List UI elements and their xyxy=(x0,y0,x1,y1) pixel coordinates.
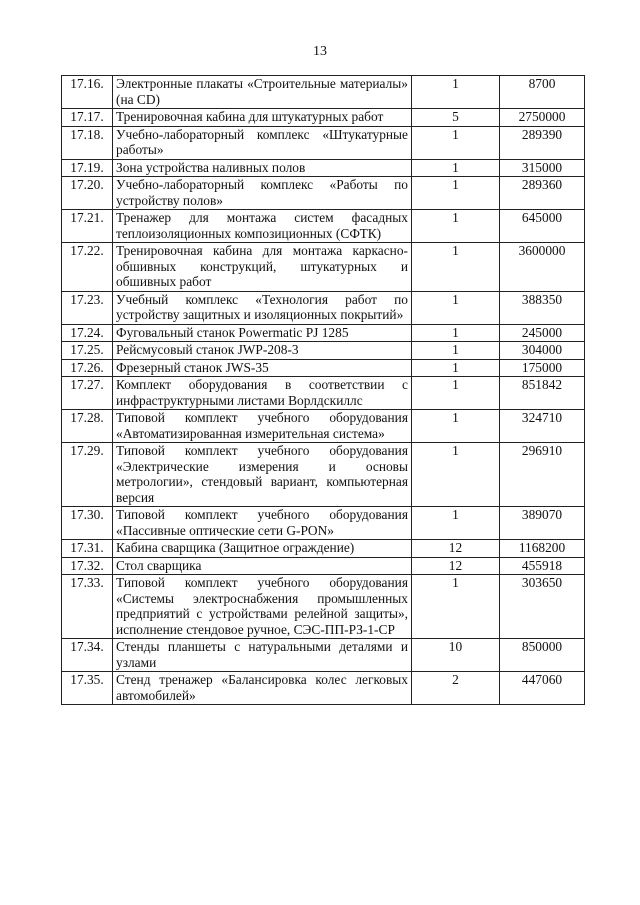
row-description-cell: Фуговальный станок Powermatic PJ 1285 xyxy=(113,324,412,342)
equipment-table xyxy=(61,75,585,705)
row-description-cell: Зона устройства наливных полов xyxy=(113,159,412,177)
row-quantity-cell: 1 xyxy=(412,291,500,324)
row-price-cell: 296910 xyxy=(500,443,585,507)
row-price-cell: 447060 xyxy=(500,672,585,705)
row-description-cell: Тренажер для монтажа систем фасадных теплоизоляционных композиционных (СФТК) xyxy=(113,210,412,243)
row-description-cell: Стенд тренажер «Балансировка колес легковых автомобилей» xyxy=(113,672,412,705)
table-row xyxy=(62,210,585,243)
table-row xyxy=(62,507,585,540)
row-quantity-cell: 12 xyxy=(412,557,500,575)
row-description-cell: Типовой комплект учебного оборудования «Электрические измерения и основы метрологии», стендовый вариант, компьютерная версия xyxy=(113,443,412,507)
row-quantity-cell: 1 xyxy=(412,342,500,360)
page-number: 13 xyxy=(313,44,327,59)
table-row xyxy=(62,672,585,705)
row-price-cell: 324710 xyxy=(500,410,585,443)
row-number-cell: 17.33. xyxy=(62,575,113,639)
row-price-cell: 315000 xyxy=(500,159,585,177)
table-row xyxy=(62,76,585,109)
row-number-cell: 17.31. xyxy=(62,540,113,558)
row-price-cell: 388350 xyxy=(500,291,585,324)
table-row xyxy=(62,126,585,159)
row-quantity-cell: 1 xyxy=(412,210,500,243)
table-row xyxy=(62,359,585,377)
table-row xyxy=(62,557,585,575)
row-number-cell: 17.18. xyxy=(62,126,113,159)
row-quantity-cell: 1 xyxy=(412,507,500,540)
row-description-cell: Фрезерный станок JWS-35 xyxy=(113,359,412,377)
table-body xyxy=(62,76,585,705)
row-price-cell: 389070 xyxy=(500,507,585,540)
row-number-cell: 17.22. xyxy=(62,243,113,292)
row-price-cell: 289360 xyxy=(500,177,585,210)
table-row xyxy=(62,177,585,210)
table-row xyxy=(62,443,585,507)
row-description-cell: Типовой комплект учебного оборудования «Системы электроснабжения промышленных предприятий с устройствами релейной защиты», исполнение стендовое ручное, СЭС-ПП-РЗ-1-СР xyxy=(113,575,412,639)
row-quantity-cell: 1 xyxy=(412,575,500,639)
row-description-cell: Учебно-лабораторный комплекс «Штукатурные работы» xyxy=(113,126,412,159)
row-number-cell: 17.17. xyxy=(62,109,113,127)
table-row xyxy=(62,639,585,672)
row-quantity-cell: 1 xyxy=(412,324,500,342)
row-number-cell: 17.23. xyxy=(62,291,113,324)
row-description-cell: Рейсмусовый станок JWP-208-3 xyxy=(113,342,412,360)
row-quantity-cell: 2 xyxy=(412,672,500,705)
row-quantity-cell: 1 xyxy=(412,126,500,159)
row-description-cell: Тренировочная кабина для монтажа каркасно- обшивных конструкций, штукатурных и обшивных работ xyxy=(113,243,412,292)
row-quantity-cell: 1 xyxy=(412,243,500,292)
row-price-cell: 851842 xyxy=(500,377,585,410)
row-quantity-cell: 1 xyxy=(412,159,500,177)
table-row xyxy=(62,324,585,342)
row-number-cell: 17.30. xyxy=(62,507,113,540)
row-quantity-cell: 1 xyxy=(412,377,500,410)
table-row xyxy=(62,575,585,639)
row-quantity-cell: 12 xyxy=(412,540,500,558)
row-description-cell: Типовой комплект учебного оборудования «Пассивные оптические сети G-PON» xyxy=(113,507,412,540)
row-description-cell: Учебно-лабораторный комплекс «Работы по устройству полов» xyxy=(113,177,412,210)
row-price-cell: 455918 xyxy=(500,557,585,575)
row-number-cell: 17.34. xyxy=(62,639,113,672)
row-number-cell: 17.35. xyxy=(62,672,113,705)
table-row xyxy=(62,377,585,410)
row-price-cell: 245000 xyxy=(500,324,585,342)
row-description-cell: Электронные плакаты «Строительные материалы» (на CD) xyxy=(113,76,412,109)
row-number-cell: 17.19. xyxy=(62,159,113,177)
row-quantity-cell: 1 xyxy=(412,76,500,109)
row-number-cell: 17.25. xyxy=(62,342,113,360)
row-description-cell: Комплект оборудования в соответствии с инфраструктурными листами Ворлдскиллс xyxy=(113,377,412,410)
row-price-cell: 303650 xyxy=(500,575,585,639)
row-price-cell: 2750000 xyxy=(500,109,585,127)
row-price-cell: 1168200 xyxy=(500,540,585,558)
row-price-cell: 8700 xyxy=(500,76,585,109)
row-number-cell: 17.27. xyxy=(62,377,113,410)
table-row xyxy=(62,109,585,127)
row-description-cell: Типовой комплект учебного оборудования «Автоматизированная измерительная система» xyxy=(113,410,412,443)
row-number-cell: 17.32. xyxy=(62,557,113,575)
row-number-cell: 17.26. xyxy=(62,359,113,377)
row-quantity-cell: 1 xyxy=(412,359,500,377)
row-number-cell: 17.16. xyxy=(62,76,113,109)
row-price-cell: 175000 xyxy=(500,359,585,377)
table-row xyxy=(62,243,585,292)
row-quantity-cell: 1 xyxy=(412,177,500,210)
table-row xyxy=(62,291,585,324)
table-row xyxy=(62,342,585,360)
table-row xyxy=(62,159,585,177)
row-number-cell: 17.21. xyxy=(62,210,113,243)
row-description-cell: Учебный комплекс «Технология работ по устройству защитных и изоляционных покрытий» xyxy=(113,291,412,324)
row-number-cell: 17.20. xyxy=(62,177,113,210)
row-quantity-cell: 1 xyxy=(412,443,500,507)
row-number-cell: 17.29. xyxy=(62,443,113,507)
row-price-cell: 3600000 xyxy=(500,243,585,292)
row-quantity-cell: 5 xyxy=(412,109,500,127)
table-row xyxy=(62,410,585,443)
row-price-cell: 304000 xyxy=(500,342,585,360)
row-number-cell: 17.28. xyxy=(62,410,113,443)
row-description-cell: Кабина сварщика (Защитное ограждение) xyxy=(113,540,412,558)
row-description-cell: Стол сварщика xyxy=(113,557,412,575)
row-quantity-cell: 1 xyxy=(412,410,500,443)
row-description-cell: Стенды планшеты с натуральными деталями и узлами xyxy=(113,639,412,672)
row-number-cell: 17.24. xyxy=(62,324,113,342)
row-description-cell: Тренировочная кабина для штукатурных работ xyxy=(113,109,412,127)
row-price-cell: 289390 xyxy=(500,126,585,159)
table-row xyxy=(62,540,585,558)
row-price-cell: 850000 xyxy=(500,639,585,672)
row-quantity-cell: 10 xyxy=(412,639,500,672)
row-price-cell: 645000 xyxy=(500,210,585,243)
